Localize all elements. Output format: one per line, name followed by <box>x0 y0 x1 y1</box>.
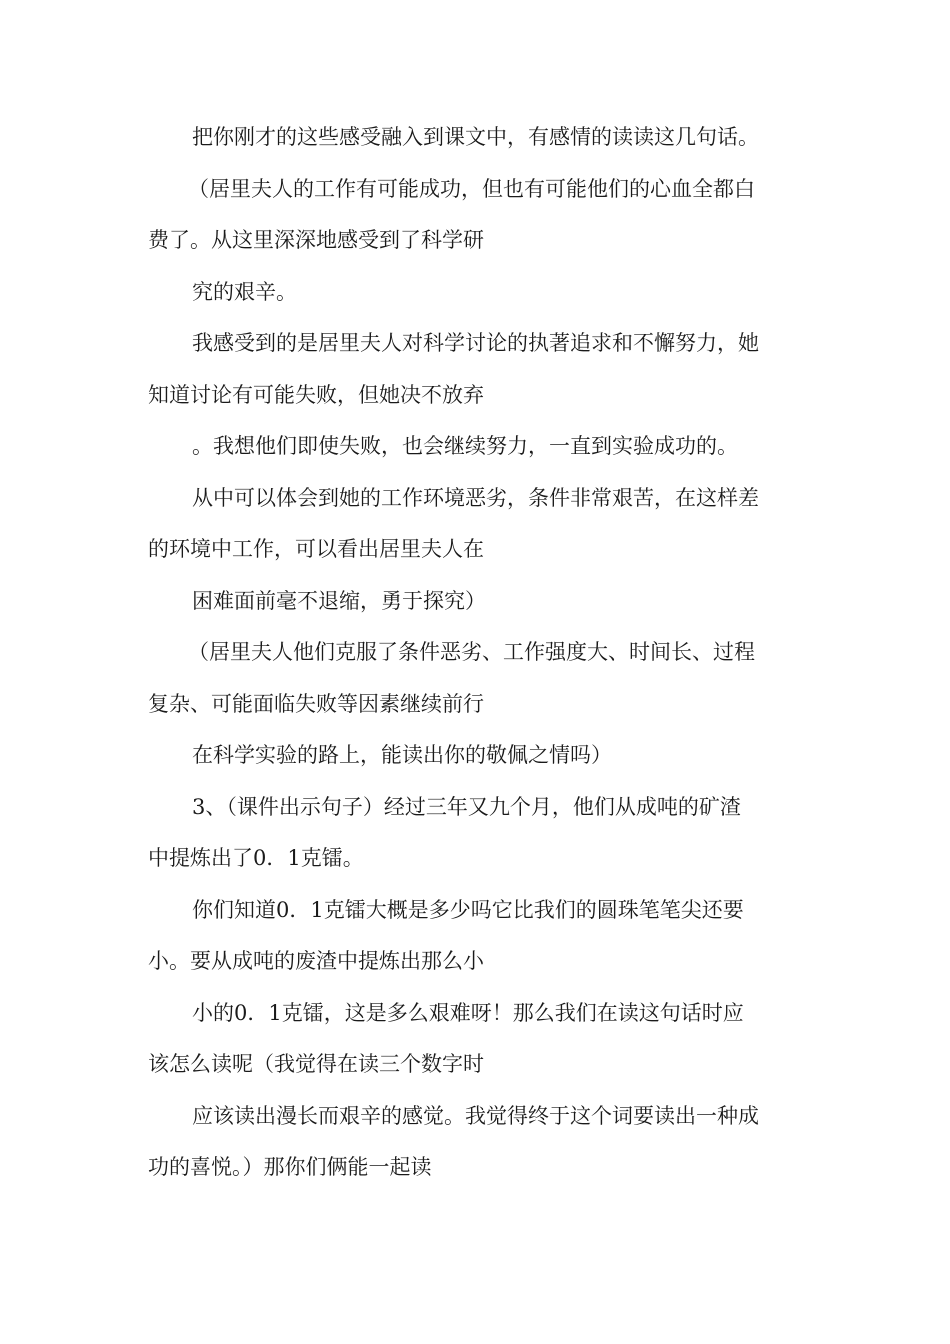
paragraph-line: 3、（课件出示句子）经过三年又九个月，他们从成吨的矿渣 <box>192 794 741 819</box>
paragraph-line: 知道讨论有可能失败，但她决不放弃 <box>148 382 484 407</box>
paragraph-line: 小的0．1克镭，这是多么艰难呀！那么我们在读这句话时应 <box>192 1000 744 1025</box>
paragraph-line: 费了。从这里深深地感受到了科学研 <box>148 228 484 252</box>
paragraph-line: 功的喜悦。）那你们俩能一起读 <box>148 1155 432 1179</box>
paragraph-line: 该怎么读呢（我觉得在读三个数字时 <box>148 1052 484 1076</box>
paragraph-line: 小。要从成吨的废渣中提炼出那么小 <box>148 949 484 973</box>
paragraph-line: 你们知道0．1克镭大概是多少吗它比我们的圆珠笔笔尖还要 <box>192 897 744 922</box>
paragraph-line: （居里夫人他们克服了条件恶劣、工作强度大、时间长、过程 <box>188 640 755 664</box>
paragraph-line: 从中可以体会到她的工作环境恶劣，条件非常艰苦，在这样差 <box>192 485 759 510</box>
paragraph-line: 中提炼出了0．1克镭。 <box>148 846 364 870</box>
paragraph-line: 我感受到的是居里夫人对科学讨论的执著追求和不懈努力，她 <box>192 331 759 355</box>
paragraph-line: （居里夫人的工作有可能成功，但也有可能他们的心血全都白 <box>188 176 755 201</box>
paragraph-line: 究的艰辛。 <box>192 279 297 304</box>
paragraph-line: 应该读出漫长而艰辛的感觉。我觉得终于这个词要读出一种成 <box>192 1103 759 1128</box>
document-body <box>148 116 808 1198</box>
paragraph-line: 在科学实验的路上，能读出你的敬佩之情吗） <box>192 743 612 767</box>
paragraph-line: 复杂、可能面临失败等因素继续前行 <box>148 691 484 716</box>
paragraph-line: 把你刚才的这些感受融入到课文中，有感情的读读这几句话。 <box>192 125 759 149</box>
paragraph-line: 的环境中工作，可以看出居里夫人在 <box>148 537 484 561</box>
paragraph-line: 困难面前毫不退缩，勇于探究） <box>192 588 486 613</box>
paragraph-line: 。我想他们即使失败，也会继续努力，一直到实验成功的。 <box>192 434 738 458</box>
